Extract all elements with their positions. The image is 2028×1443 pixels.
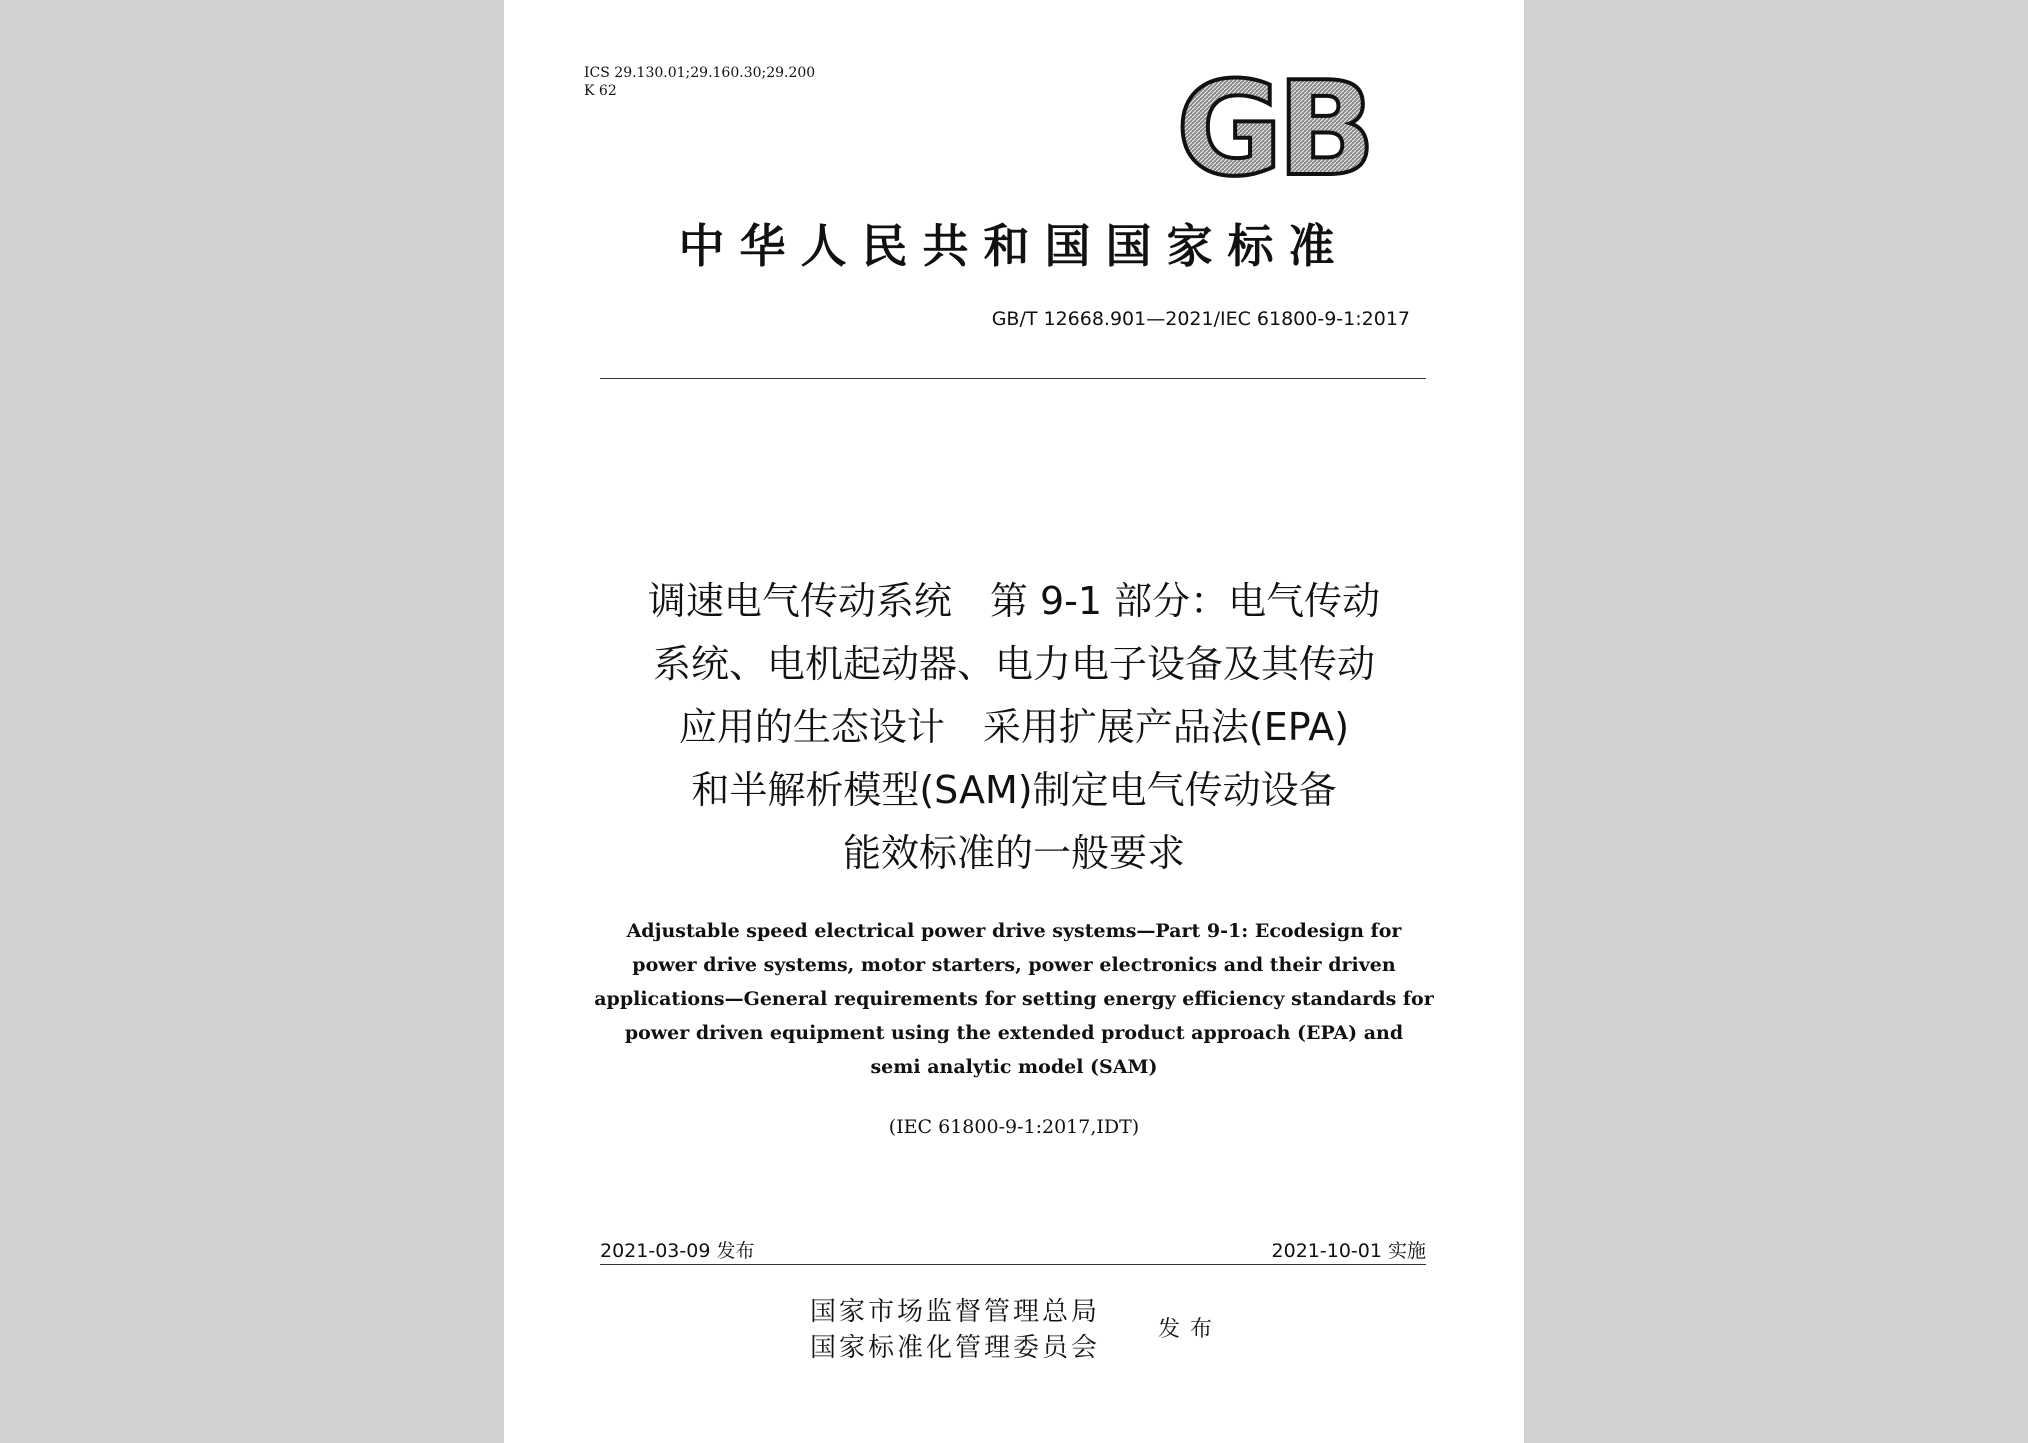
issue-date: 2021-03-09 发布 [600, 1240, 755, 1262]
issuer-name: 国家市场监督管理总局 [810, 1297, 1101, 1327]
chinese-title-line: 系统、电机起动器、电力电子设备及其传动 [652, 642, 1375, 686]
national-standard-heading: 中华人民共和国国家标准 [678, 219, 1350, 273]
chinese-title [564, 570, 1464, 885]
chinese-title-line: 能效标准的一般要求 [842, 831, 1185, 875]
footer-divider [600, 1264, 1426, 1265]
gb-logo [1168, 74, 1378, 186]
english-title-line: power drive systems, motor starters, power electronics and their driven [632, 954, 1396, 976]
english-title-line: semi analytic model (SAM) [870, 1056, 1158, 1078]
ccs-code: K 62 [584, 83, 617, 99]
iec-equivalence: (IEC 61800-9-1:2017,IDT) [888, 1116, 1140, 1138]
issuing-authorities [810, 1294, 1100, 1366]
ics-code: ICS 29.130.01;29.160.30;29.200 [584, 65, 816, 81]
gb-logo-text: GB [1176, 74, 1370, 186]
implementation-date: 2021-10-01 实施 [1271, 1240, 1426, 1262]
standard-number: GB/T 12668.901—2021/IEC 61800-9-1:2017 [991, 308, 1410, 330]
english-title-line: Adjustable speed electrical power drive systems—Part 9-1: Ecodesign for [626, 920, 1402, 942]
classification-codes [584, 64, 815, 100]
english-title-line: applications—General requirements for setting energy efficiency standards for [594, 988, 1434, 1010]
issuer-name: 国家标准化管理委员会 [810, 1333, 1101, 1363]
chinese-title-line: 和半解析模型(SAM)制定电气传动设备 [691, 768, 1337, 812]
chinese-title-line: 应用的生态设计 采用扩展产品法(EPA) [678, 705, 1350, 749]
header-divider [600, 378, 1426, 379]
english-title-line: power driven equipment using the extended product approach (EPA) and [624, 1022, 1404, 1044]
english-title [564, 914, 1464, 1084]
chinese-title-line: 调速电气传动系统 第 9-1 部分：电气传动 [647, 579, 1381, 623]
publish-label: 发布 [1158, 1317, 1223, 1342]
document-page [504, 0, 1524, 1443]
